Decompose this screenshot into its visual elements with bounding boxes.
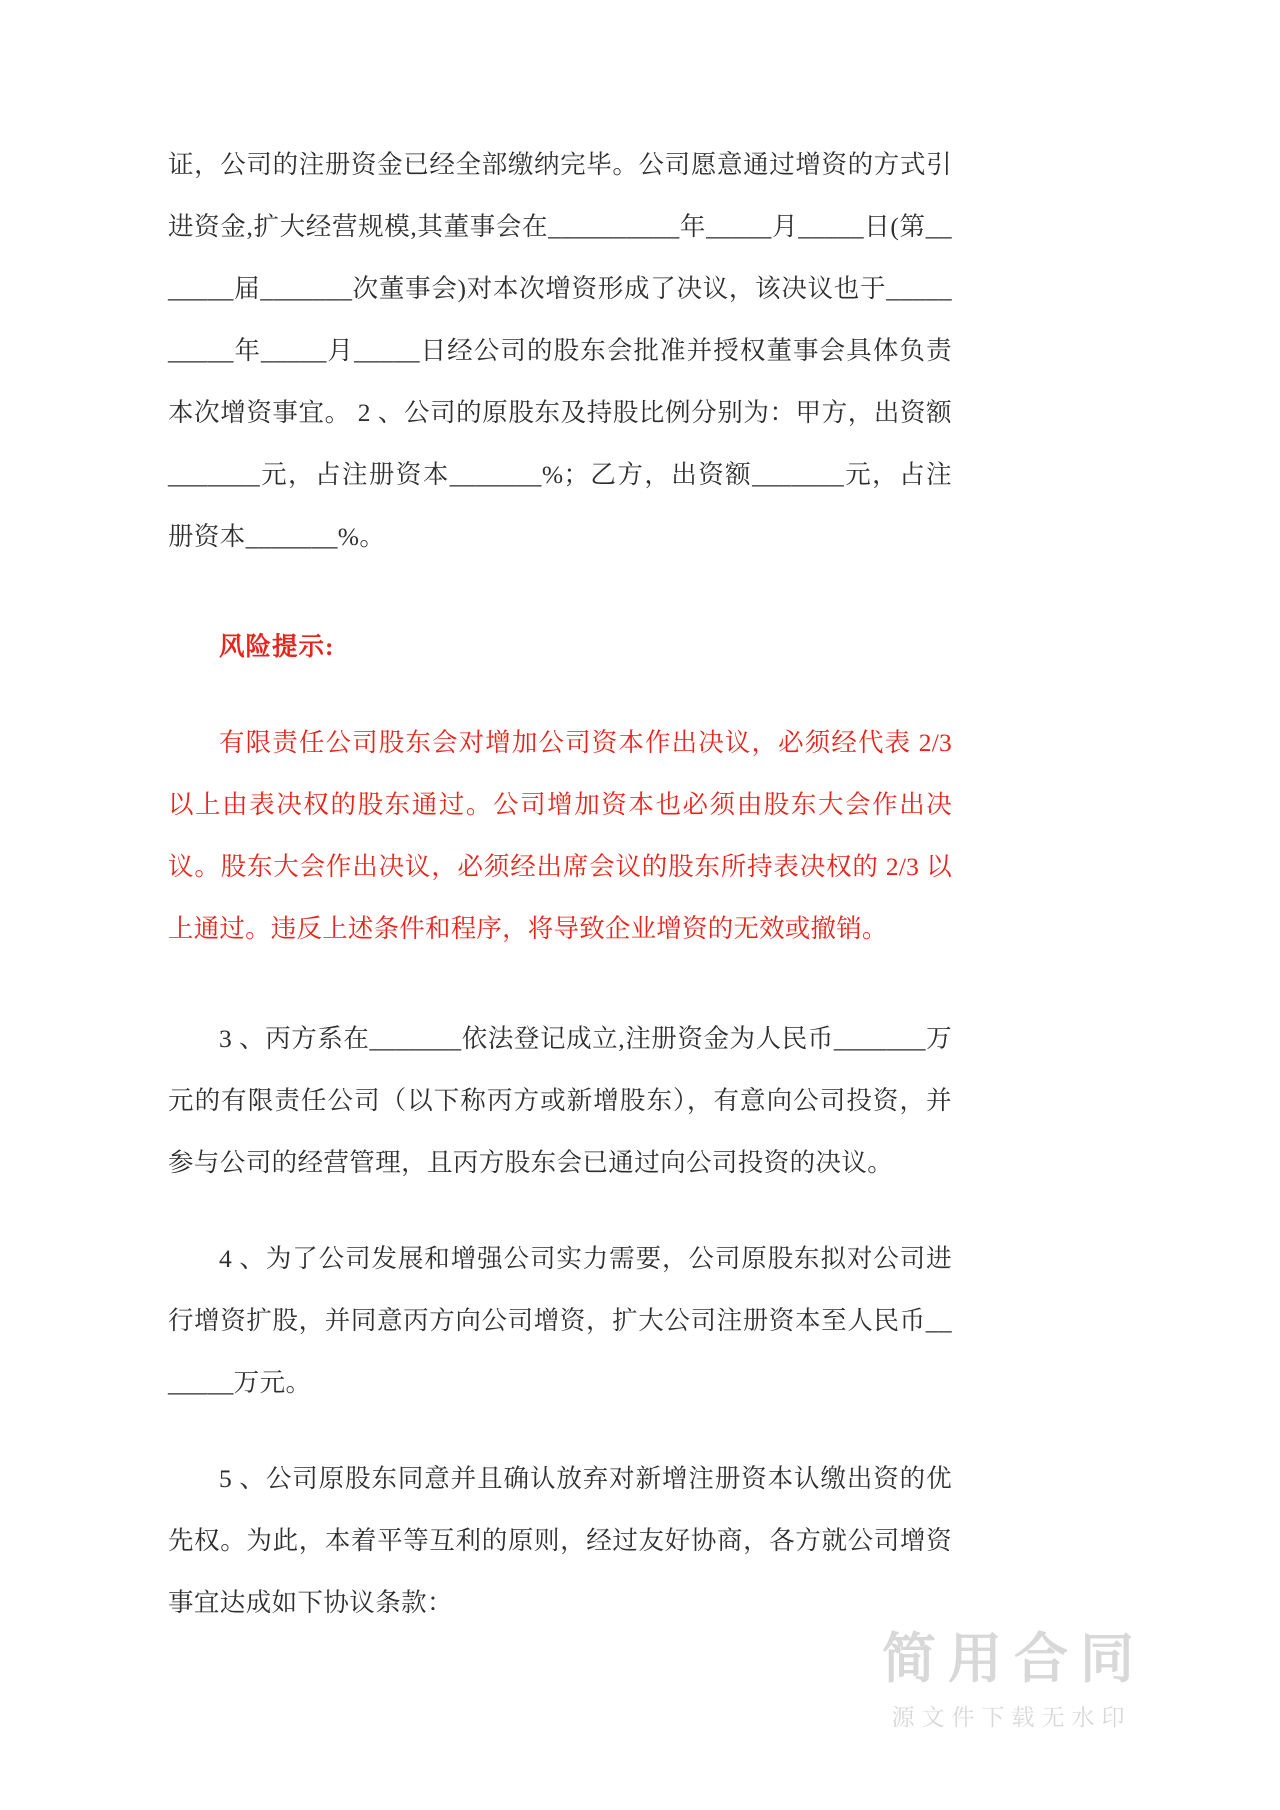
paragraph-spacer <box>168 678 952 712</box>
paragraph-spacer <box>168 960 952 1008</box>
watermark-subtitle-text: 源文件下载无水印 <box>891 1704 1132 1730</box>
paragraph-clause-4: 4 、为了公司发展和增强公司实力需要，公司原股东拟对公司进行增资扩股，并同意丙方向公司增资，扩大公司注册资本至人民币_______万元。 <box>168 1244 952 1397</box>
paragraph-capital-paid: 证，公司的注册资金已经全部缴纳完毕。公司愿意通过增资的方式引进资金,扩大经营规模,其董事会在__________年_____月_____日(第_______届_______次董事会)对本次增资形成了决议，该决议也于__________年_____月_____日经公司的股东会批准并授权董事会具体负责本次增资事宜。 2 、公司的原股东及持股比例分别为：甲方，出资额_______元，占注册资本_______%；乙方，出资额_______元，占注册资本_______%。 <box>168 150 952 551</box>
watermark-brand-text: 简用合同 <box>882 1628 1146 1689</box>
document-text-column <box>168 134 952 1634</box>
risk-notice-heading: 风险提示: <box>219 632 335 661</box>
watermark <box>798 1630 1218 1732</box>
paragraph-spacer <box>168 568 952 616</box>
paragraph-clause-3: 3 、丙方系在_______依法登记成立,注册资金为人民币_______万元的有限责任公司（以下称丙方或新增股东），有意向公司投资，并参与公司的经营管理，且丙方股东会已通过向公司投资的决议。 <box>168 1024 952 1177</box>
paragraph-clause-5: 5 、公司原股东同意并且确认放弃对新增注册资本认缴出资的优先权。为此，本着平等互利的原则，经过友好协商，各方就公司增资事宜达成如下协议条款： <box>168 1464 952 1617</box>
paragraph-spacer <box>168 1194 952 1228</box>
paragraph-spacer <box>168 1414 952 1448</box>
risk-notice-body: 有限责任公司股东会对增加公司资本作出决议，必须经代表 2/3 以上由表决权的股东通过。公司增加资本也必须由股东大会作出决议。股东大会作出决议，必须经出席会议的股东所持表决权的 2/3 以上通过。违反上述条件和程序，将导致企业增资的无效或撤销。 <box>168 728 952 943</box>
